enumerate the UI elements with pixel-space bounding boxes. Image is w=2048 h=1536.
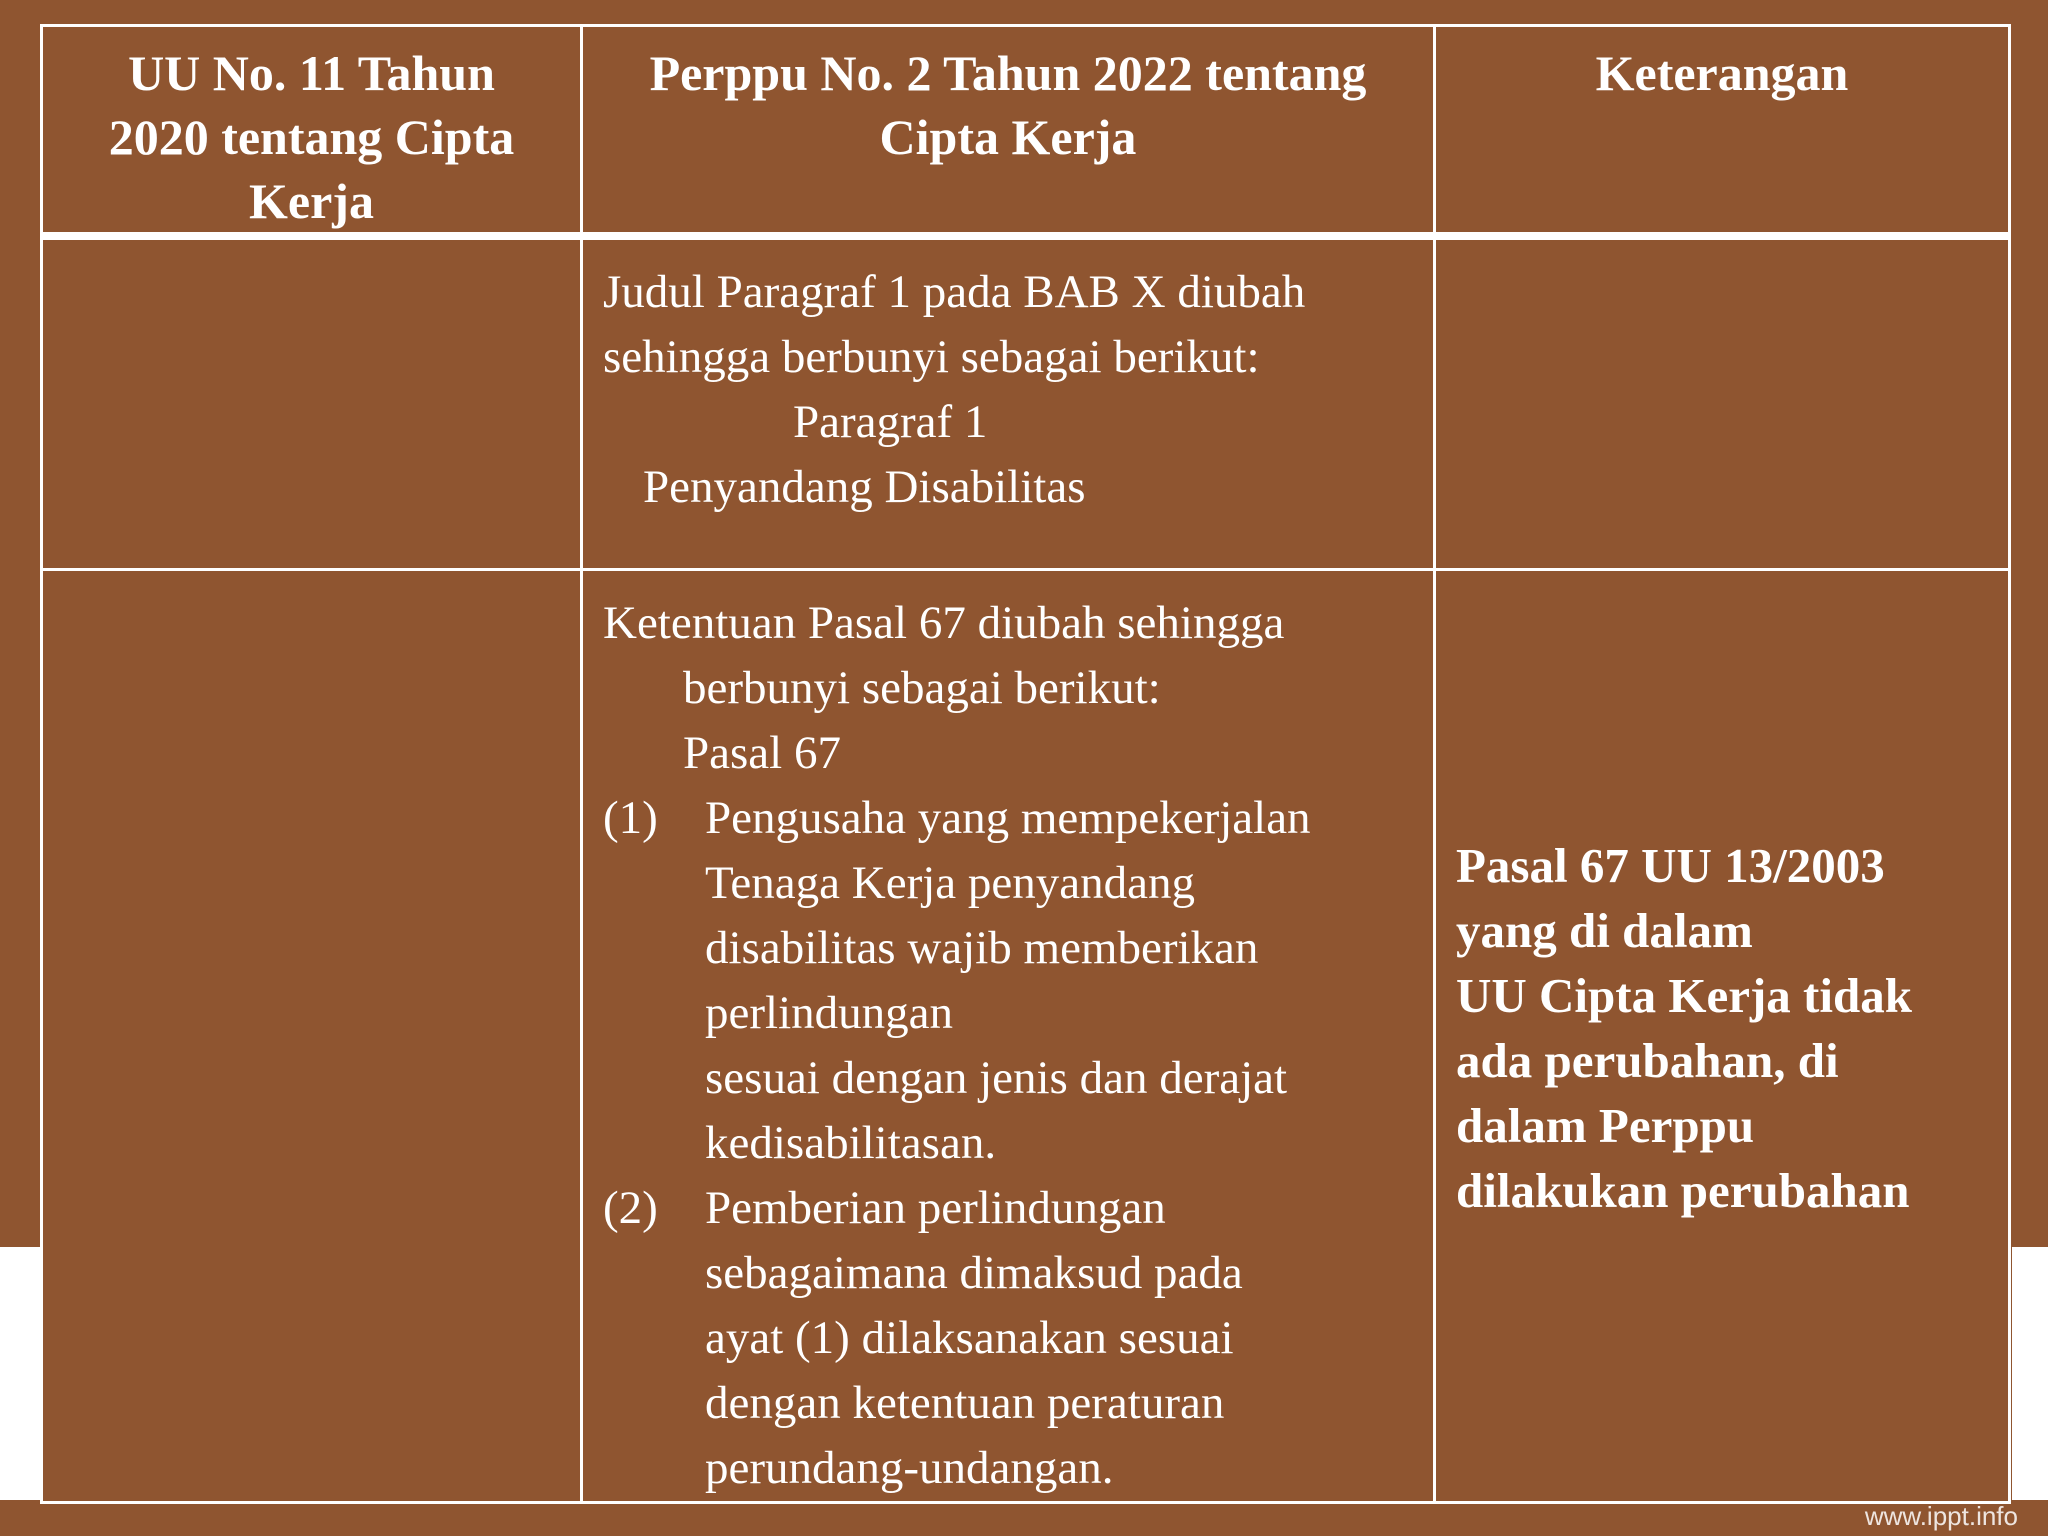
row1-perppu-text — [583, 240, 1433, 520]
item-number: (2) — [603, 1182, 658, 1234]
item-line: Tenaga Kerja penyandang — [705, 857, 1195, 909]
paragraph-title: Paragraf 1 — [793, 396, 988, 448]
row1-uu-cell — [42, 236, 582, 570]
item-line: disabilitas wajib memberikan — [705, 922, 1259, 974]
row2-uu-text — [43, 571, 580, 591]
item-line: Pengusaha yang mempekerjalan — [705, 792, 1311, 844]
watermark: www.ippt.info — [1864, 1501, 2018, 1531]
item-line: dengan ketentuan peraturan — [705, 1377, 1225, 1429]
row1-perppu-cell — [582, 236, 1435, 570]
item-line: kedisabilitasan. — [705, 1117, 997, 1169]
header-uu-label: UU No. 11 Tahun 2020 tentang Cipta Kerja — [108, 45, 515, 229]
row2-keterangan-cell — [1435, 570, 2010, 1503]
table-row — [42, 570, 2010, 1503]
row2-perppu-text — [583, 571, 1433, 1501]
note-line: UU Cipta Kerja tidak — [1456, 968, 1912, 1023]
row1-uu-text — [43, 240, 580, 260]
table-header-row — [42, 26, 2010, 237]
item-line: perundang-undangan. — [705, 1442, 1114, 1494]
row2-perppu-cell — [582, 570, 1435, 1503]
item-line: sesuai dengan jenis dan derajat — [705, 1052, 1288, 1104]
item-text — [705, 786, 1415, 1176]
note-line: dalam Perppu — [1456, 1098, 1755, 1153]
note-line: Pasal 67 UU 13/2003 — [1456, 838, 1885, 893]
header-keterangan-label: Keterangan — [1595, 45, 1849, 101]
item-line: sebagaimana dimaksud pada — [705, 1247, 1243, 1299]
item-line: ayat (1) dilaksanakan sesuai — [705, 1312, 1234, 1364]
item-line: Pemberian perlindungan — [705, 1182, 1166, 1234]
slide-edge-right — [2012, 1247, 2048, 1500]
row1-keterangan-text — [1436, 240, 2008, 260]
header-cell-keterangan — [1435, 26, 2010, 237]
slide-edge-left — [0, 1247, 40, 1500]
item-number: (1) — [603, 792, 658, 844]
row1-line: Judul Paragraf 1 pada BAB X diubah — [603, 266, 1306, 318]
paragraph-subtitle: Penyandang Disabilitas — [643, 461, 1086, 513]
row1-line: sehingga berbunyi sebagai berikut: — [603, 331, 1260, 383]
table-row — [42, 236, 2010, 570]
item-line: perlindungan — [705, 987, 953, 1039]
pasal-title: Pasal 67 — [683, 727, 841, 779]
row1-keterangan-cell — [1435, 236, 2010, 570]
row2-intro-line: Ketentuan Pasal 67 diubah sehingga — [603, 597, 1285, 649]
header-perppu-label: Perppu No. 2 Tahun 2022 tentang Cipta Kerja — [649, 45, 1367, 165]
note-line: yang di dalam — [1456, 903, 1753, 958]
row2-uu-cell — [42, 570, 582, 1503]
pasal-item — [603, 1176, 1415, 1501]
note-line: ada perubahan, di — [1456, 1033, 1839, 1088]
keterangan-note — [1456, 833, 1998, 1223]
header-cell-uu — [42, 26, 582, 237]
row2-intro-line: berbunyi sebagai berikut: — [683, 662, 1161, 714]
comparison-table — [40, 24, 2011, 1504]
note-line: dilakukan perubahan — [1456, 1163, 1910, 1218]
item-text — [705, 1176, 1415, 1501]
header-cell-perppu — [582, 26, 1435, 237]
pasal-item — [603, 786, 1415, 1176]
